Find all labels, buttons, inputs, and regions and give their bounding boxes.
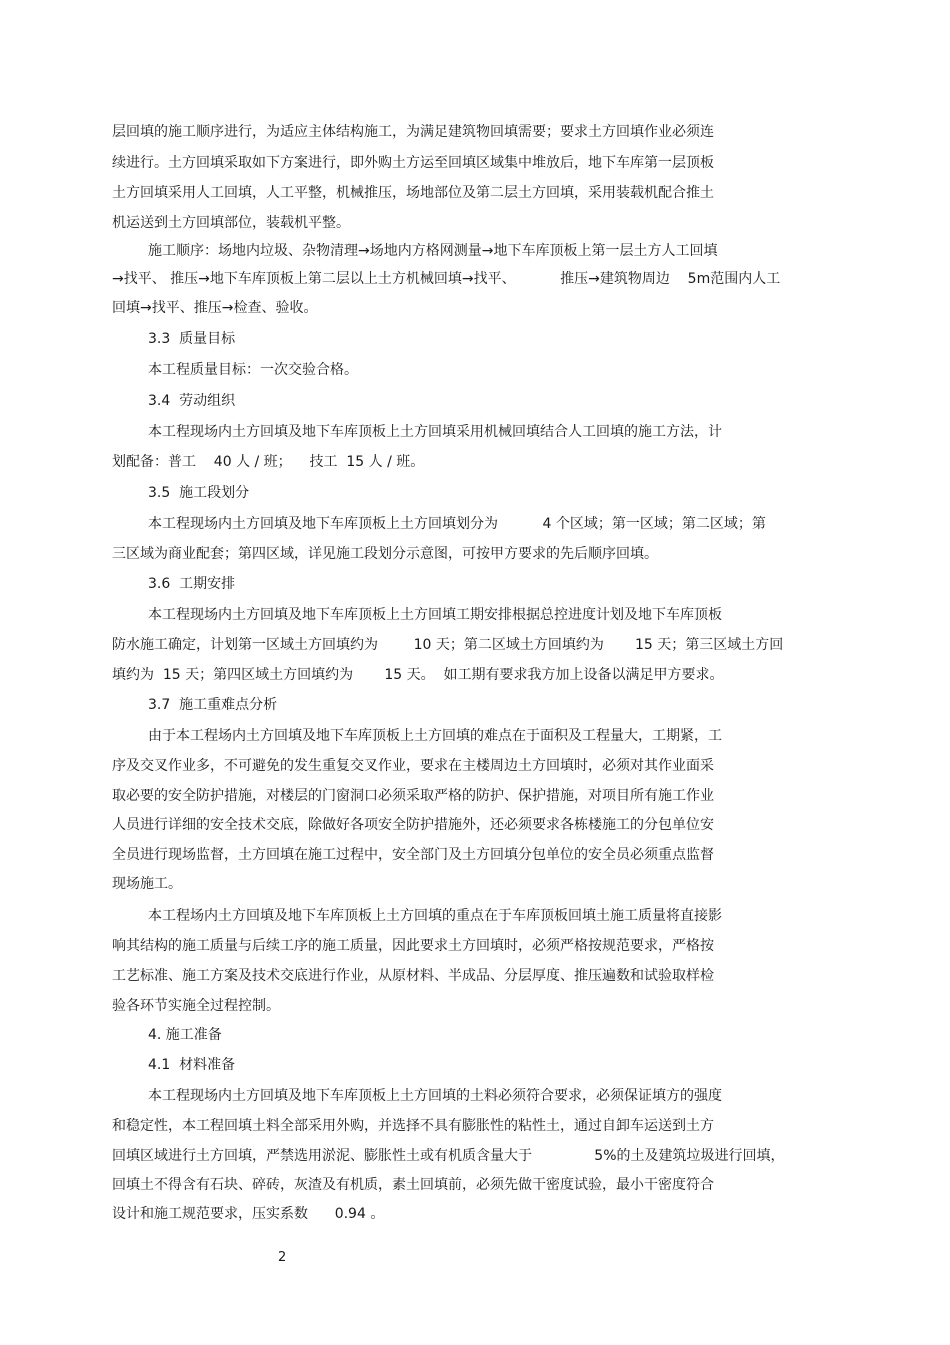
text-line: 回填区域进行土方回填，严禁选用淤泥、膨胀性土或有机质含量大于 5%的土及建筑垃圾进行回填，: [112, 1148, 785, 1164]
page-number: 2: [278, 1250, 287, 1265]
section-heading: 3.5 施工段划分: [148, 485, 250, 501]
text-line: 和稳定性，本工程回填土料全部采用外购，并选择不具有膨胀性的粘性土，通过自卸车运送到土方: [112, 1118, 714, 1134]
text-line: 工艺标准、施工方案及技术交底进行作业，从原材料、半成品、分层厚度、推压遍数和试验取样检: [112, 968, 714, 984]
text-line: 本工程现场内土方回填及地下车库顶板上土方回填划分为 4 个区域；第一区域；第二区域；第: [148, 516, 766, 532]
text-line: 续进行。土方回填采取如下方案进行，即外购土方运至回填区域集中堆放后，地下车库第一层顶板: [112, 155, 714, 171]
text-line: 本工程现场内土方回填及地下车库顶板上土方回填的土料必须符合要求，必须保证填方的强度: [148, 1088, 722, 1104]
section-heading: 4.1 材料准备: [148, 1057, 236, 1073]
section-heading: 3.6 工期安排: [148, 576, 236, 592]
text-line: 人员进行详细的安全技术交底，除做好各项安全防护措施外，还必须要求各栋楼施工的分包单位安: [112, 817, 714, 833]
text-line: 三区域为商业配套；第四区域，详见施工段划分示意图，可按甲方要求的先后顺序回填。: [112, 546, 658, 562]
text-line: 由于本工程场内土方回填及地下车库顶板上土方回填的难点在于面积及工程量大，工期紧，工: [148, 728, 722, 744]
text-line: 验各环节实施全过程控制。: [112, 998, 280, 1014]
text-line: 本工程质量目标：一次交验合格。: [148, 362, 358, 378]
text-line: 土方回填采用人工回填，人工平整，机械推压，场地部位及第二层土方回填，采用装载机配合推土: [112, 185, 714, 201]
text-line: →找平、 推压→地下车库顶板上第二层以上土方机械回填→找平、 推压→建筑物周边 5m范围内人工: [112, 271, 781, 287]
section-heading: 3.3 质量目标: [148, 331, 236, 347]
text-line: 本工程现场内土方回填及地下车库顶板上土方回填采用机械回填结合人工回填的施工方法，计: [148, 424, 722, 440]
text-line: 全员进行现场监督，土方回填在施工过程中，安全部门及土方回填分包单位的安全员必须重点监督: [112, 847, 714, 863]
text-line: 本工程场内土方回填及地下车库顶板上土方回填的重点在于车库顶板回填土施工质量将直接影: [148, 908, 722, 924]
text-line: 回填→找平、推压→检查、验收。: [112, 300, 318, 316]
text-line: 防水施工确定，计划第一区域土方回填约为 10 天；第二区域土方回填约为 15 天；第三区域土方回: [112, 637, 784, 653]
section-heading: 3.7 施工重难点分析: [148, 697, 278, 713]
text-line: 填约为 15 天；第四区域土方回填约为 15 天。 如工期有要求我方加上设备以满足甲方要求。: [112, 667, 724, 683]
text-line: 回填土不得含有石块、碎砖，灰渣及有机质，素土回填前，必须先做干密度试验，最小干密度符合: [112, 1177, 714, 1193]
text-line: 设计和施工规范要求，压实系数 0.94 。: [112, 1206, 385, 1222]
section-heading: 3.4 劳动组织: [148, 393, 236, 409]
text-line: 施工顺序：场地内垃圾、杂物清理→场地内方格网测量→地下车库顶板上第一层土方人工回填: [148, 243, 718, 259]
text-line: 机运送到土方回填部位，装载机平整。: [112, 215, 350, 231]
text-line: 响其结构的施工质量与后续工序的施工质量，因此要求土方回填时，必须严格按规范要求，严格按: [112, 938, 714, 954]
text-line: 取必要的安全防护措施，对楼层的门窗洞口必须采取严格的防护、保护措施，对项目所有施工作业: [112, 788, 714, 804]
text-line: 序及交叉作业多，不可避免的发生重复交叉作业，要求在主楼周边土方回填时，必须对其作业面采: [112, 758, 714, 774]
text-line: 本工程现场内土方回填及地下车库顶板上土方回填工期安排根据总控进度计划及地下车库顶板: [148, 607, 722, 623]
text-line: 现场施工。: [112, 876, 182, 892]
text-line: 划配备：普工 40 人 / 班； 技工 15 人 / 班。: [112, 454, 425, 470]
section-heading: 4. 施工准备: [148, 1027, 222, 1043]
text-line: 层回填的施工顺序进行，为适应主体结构施工，为满足建筑物回填需要；要求土方回填作业必须连: [112, 124, 714, 140]
